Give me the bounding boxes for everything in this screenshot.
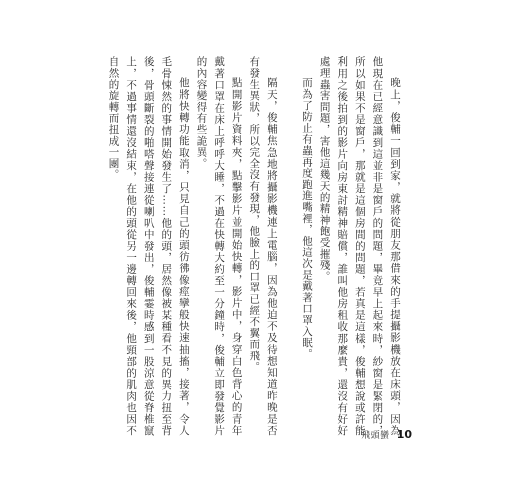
page-number: 10 xyxy=(396,427,412,441)
paragraph-5: 他將快轉功能取消，只見自己的頭彷彿像痙攣般快速抽搐，接著，令人毛骨悚然的事情開始發生了……他的頭，居然像被某種看不見的異力扭至背後，骨頭斷裂的啪嗒聲接連從喇叭中發出，俊輔霎時感到一股涼意從脊椎竄上，不過事情還沒結束，在他的頭從另一邊轉回來後，他頸部的肌肉也因不自然的旋轉而扭成一團。 xyxy=(107,56,190,436)
paragraph-1: 晚上，俊輔一回到家，就將從朋友那借來的手提攝影機放在床頭，因為他現在已經意識到這並非是窗戶的問題，畢竟早上起來時，紗窗是緊閉的，所以如果不是窗戶，那就是這個房間的問題，若真是這樣，俊輔想說或許能利用之後拍到的影片向房東討精神賠償，誰叫他房租收那麼貴，還沒有好好處理蟲害問題，害他這幾天的精神飽受摧殘。 xyxy=(318,56,401,436)
page-footer xyxy=(332,426,412,442)
paragraph-3: 隔天，俊輔焦急地將攝影機連上電腦，因為他迫不及待想知道昨晚是否有發生異狀，所以完全沒有發現，他臉上的口罩已經不翼而飛。 xyxy=(248,56,278,436)
paragraph-4: 點開影片資料夾，點擊影片並開始快轉，影片中，身穿白色背心的青年戴著口罩在床上呼呼大睡，不過在快轉大約至一分鐘時，俊輔立即發覺影片的內容變得有些詭異。 xyxy=(195,56,243,436)
paragraph-2: 而為了防止有蟲再度跑進嘴裡，他這次是戴著口罩入眠。 xyxy=(301,77,314,360)
vertical-text-body xyxy=(103,56,403,436)
book-title: 飛頭蠻 xyxy=(361,430,390,441)
